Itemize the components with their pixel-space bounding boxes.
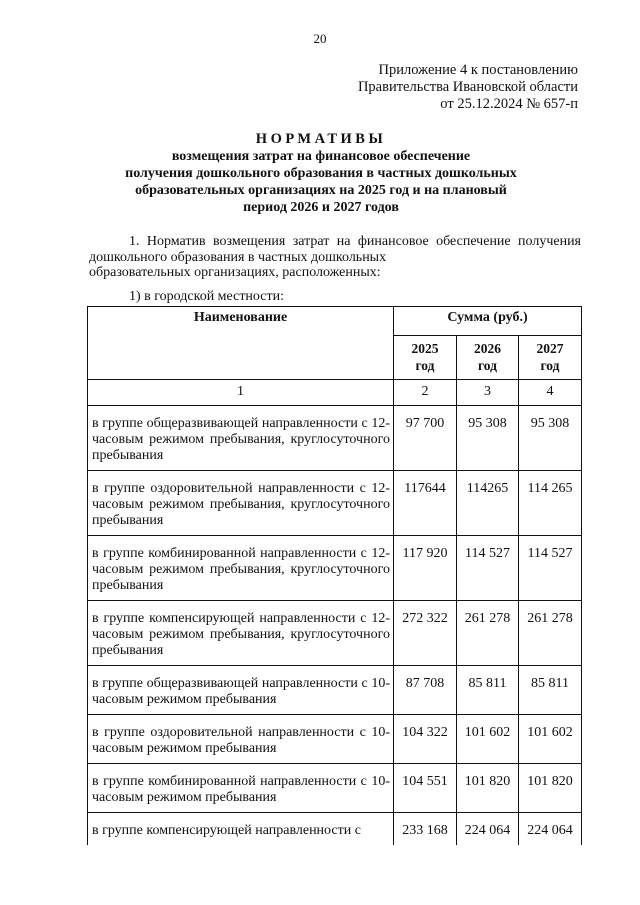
appendix-line: от 25.12.2024 № 657-п (440, 96, 578, 112)
value-2027: 95 308 (519, 406, 582, 471)
intro-paragraph (89, 234, 581, 281)
row-name: в группе компенсирующей направленности с (88, 813, 394, 846)
heading-line: период 2026 и 2027 годов (243, 200, 399, 215)
column-index: 2 (394, 380, 457, 406)
table-row (88, 813, 582, 846)
value-2025: 104 551 (394, 764, 457, 813)
value-2025: 97 700 (394, 406, 457, 471)
value-2026: 85 811 (457, 666, 519, 715)
column-index: 3 (457, 380, 519, 406)
value-2025: 233 168 (394, 813, 457, 846)
table-row (88, 536, 582, 601)
appendix-line: Приложение 4 к постановлению (378, 62, 578, 78)
value-2027: 224 064 (519, 813, 582, 846)
table-row (88, 666, 582, 715)
value-2026: 114265 (457, 471, 519, 536)
appendix-block (278, 62, 578, 113)
column-index: 1 (88, 380, 394, 406)
header-year-2027: 2027 год (519, 336, 582, 380)
value-2025: 117 920 (394, 536, 457, 601)
table-row (88, 471, 582, 536)
subsection-label: 1) в городской местности: (129, 289, 284, 304)
heading-line: получения дошкольного образования в частных дошкольных (125, 166, 517, 181)
value-2027: 114 527 (519, 536, 582, 601)
header-name: Наименование (88, 307, 394, 380)
heading-line: образовательных организациях на 2025 год и на плановый (135, 183, 507, 198)
row-name: в группе комбинированной направленности с 10-часовым режимом пребывания (88, 764, 394, 813)
header-year-2026: 2026 год (457, 336, 519, 380)
row-name: в группе комбинированной направленности с 12-часовым режимом пребывания, круглосуточного пребывания (88, 536, 394, 601)
value-2026: 101 602 (457, 715, 519, 764)
value-2026: 224 064 (457, 813, 519, 846)
value-2026: 261 278 (457, 601, 519, 666)
value-2025: 104 322 (394, 715, 457, 764)
value-2027: 101 820 (519, 764, 582, 813)
table-row (88, 601, 582, 666)
header-sum: Сумма (руб.) (394, 307, 582, 336)
appendix-line: Правительства Ивановской области (357, 79, 578, 95)
value-2026: 95 308 (457, 406, 519, 471)
value-2025: 272 322 (394, 601, 457, 666)
table-row (88, 715, 582, 764)
row-name: в группе компенсирующей направленности с 12-часовым режимом пребывания, круглосуточного пребывания (88, 601, 394, 666)
row-name: в группе общеразвивающей направленности с 10-часовым режимом пребывания (88, 666, 394, 715)
value-2025: 87 708 (394, 666, 457, 715)
column-index-row (88, 380, 582, 406)
document-title: НОРМАТИВЫ (255, 131, 387, 147)
row-name: в группе оздоровительной направленности с 10-часовым режимом пребывания (88, 715, 394, 764)
heading-line: возмещения затрат на финансовое обеспечение (171, 149, 471, 164)
value-2025: 117644 (394, 471, 457, 536)
intro-text: 1. Норматив возмещения затрат на финансовое обеспечение получения дошкольного образования в частных дошкольных (89, 234, 581, 265)
intro-text-end: образовательных организациях, расположенных: (89, 265, 381, 280)
norms-table (87, 306, 582, 845)
table-row (88, 764, 582, 813)
value-2027: 114 265 (519, 471, 582, 536)
table-row (88, 406, 582, 471)
row-name: в группе общеразвивающей направленности с 12-часовым режимом пребывания, круглосуточного пребывания (88, 406, 394, 471)
document-heading (60, 131, 582, 216)
page-number: 20 (313, 31, 327, 46)
value-2027: 85 811 (519, 666, 582, 715)
column-index: 4 (519, 380, 582, 406)
row-name: в группе оздоровительной направленности с 12-часовым режимом пребывания, круглосуточного пребывания (88, 471, 394, 536)
value-2027: 101 602 (519, 715, 582, 764)
header-year-2025: 2025 год (394, 336, 457, 380)
value-2026: 101 820 (457, 764, 519, 813)
value-2026: 114 527 (457, 536, 519, 601)
value-2027: 261 278 (519, 601, 582, 666)
